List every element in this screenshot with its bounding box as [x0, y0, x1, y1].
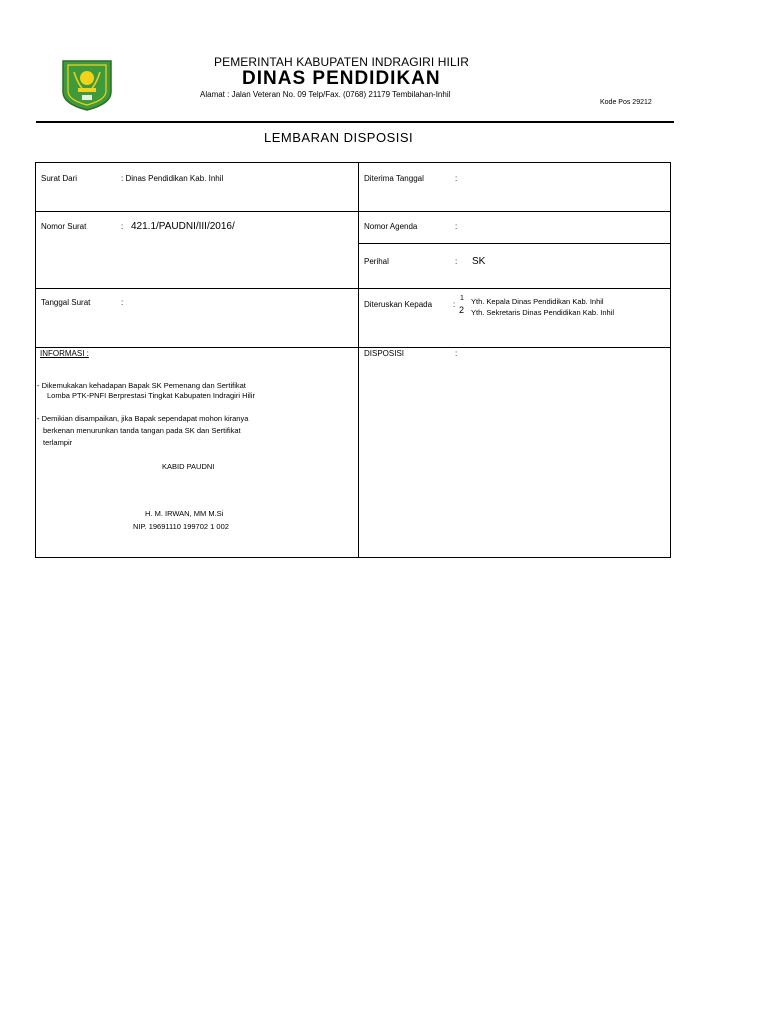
disposisi-label: DISPOSISI [364, 349, 405, 358]
recipient-number-1: 1 [460, 295, 464, 302]
recipient-number-2: 2 [459, 305, 465, 315]
nomor-agenda-colon: : [455, 222, 458, 231]
signer-name: H. M. IRWAN, MM M.Si [145, 509, 224, 518]
office-name: DINAS PENDIDIKAN [242, 68, 441, 89]
info-bullet-1-line-2: Lomba PTK-PNFI Berprestasi Tingkat Kabupaten Indragiri Hilir [47, 391, 256, 400]
row-divider [358, 243, 671, 244]
perihal-value: SK [472, 256, 486, 267]
postal-code: Kode Pos 29212 [600, 99, 652, 106]
informasi-label: INFORMASI : [40, 349, 89, 358]
surat-dari-label: Surat Dari [41, 174, 78, 183]
signer-nip: NIP. 19691110 199702 1 002 [133, 522, 229, 531]
row-divider [35, 347, 671, 348]
diteruskan-label: Diteruskan Kepada [364, 300, 433, 309]
disposisi-colon: : [455, 349, 458, 358]
column-divider [358, 162, 359, 558]
info-bullet-2-line-3: terlampir [43, 438, 73, 447]
tanggal-surat-label: Tanggal Surat [41, 298, 91, 307]
government-name: PEMERINTAH KABUPATEN INDRAGIRI HILIR [214, 55, 469, 69]
nomor-surat-value: 421.1/PAUDNI/III/2016/ [131, 221, 235, 232]
info-bullet-2-line-2: berkenan menurunkan tanda tangan pada SK dan Sertifikat [43, 426, 241, 435]
page-title: LEMBARAN DISPOSISI [264, 130, 414, 145]
tanggal-surat-colon: : [121, 298, 124, 307]
nomor-surat-colon: : [121, 222, 124, 231]
office-address: Alamat : Jalan Veteran No. 09 Telp/Fax. (0768) 21179 Tembilahan-Inhil [200, 90, 451, 99]
info-bullet-1-line-1: - Dikemukakan kehadapan Bapak SK Pemenang dan Sertifikat [37, 381, 246, 390]
row-divider [35, 288, 671, 289]
surat-dari-value: : Dinas Pendidikan Kab. Inhil [121, 174, 224, 183]
header-divider [36, 121, 674, 123]
info-bullet-2-line-1: - Demikian disampaikan, jika Bapak sependapat mohon kiranya [37, 414, 249, 423]
diterima-label: Diterima Tanggal [364, 174, 424, 183]
diteruskan-colon: : [453, 300, 456, 309]
regency-emblem-icon [60, 58, 114, 112]
row-divider [35, 211, 671, 212]
recipient-1: Yth. Kepala Dinas Pendidikan Kab. Inhil [471, 297, 604, 306]
signer-title: KABID PAUDNI [162, 462, 215, 471]
diterima-colon: : [455, 174, 458, 183]
perihal-colon: : [455, 257, 458, 266]
nomor-agenda-label: Nomor Agenda [364, 222, 418, 231]
nomor-surat-label: Nomor Surat [41, 222, 87, 231]
recipient-2: Yth. Sekretaris Dinas Pendidikan Kab. Inhil [471, 308, 614, 317]
perihal-label: Perihal [364, 257, 389, 266]
